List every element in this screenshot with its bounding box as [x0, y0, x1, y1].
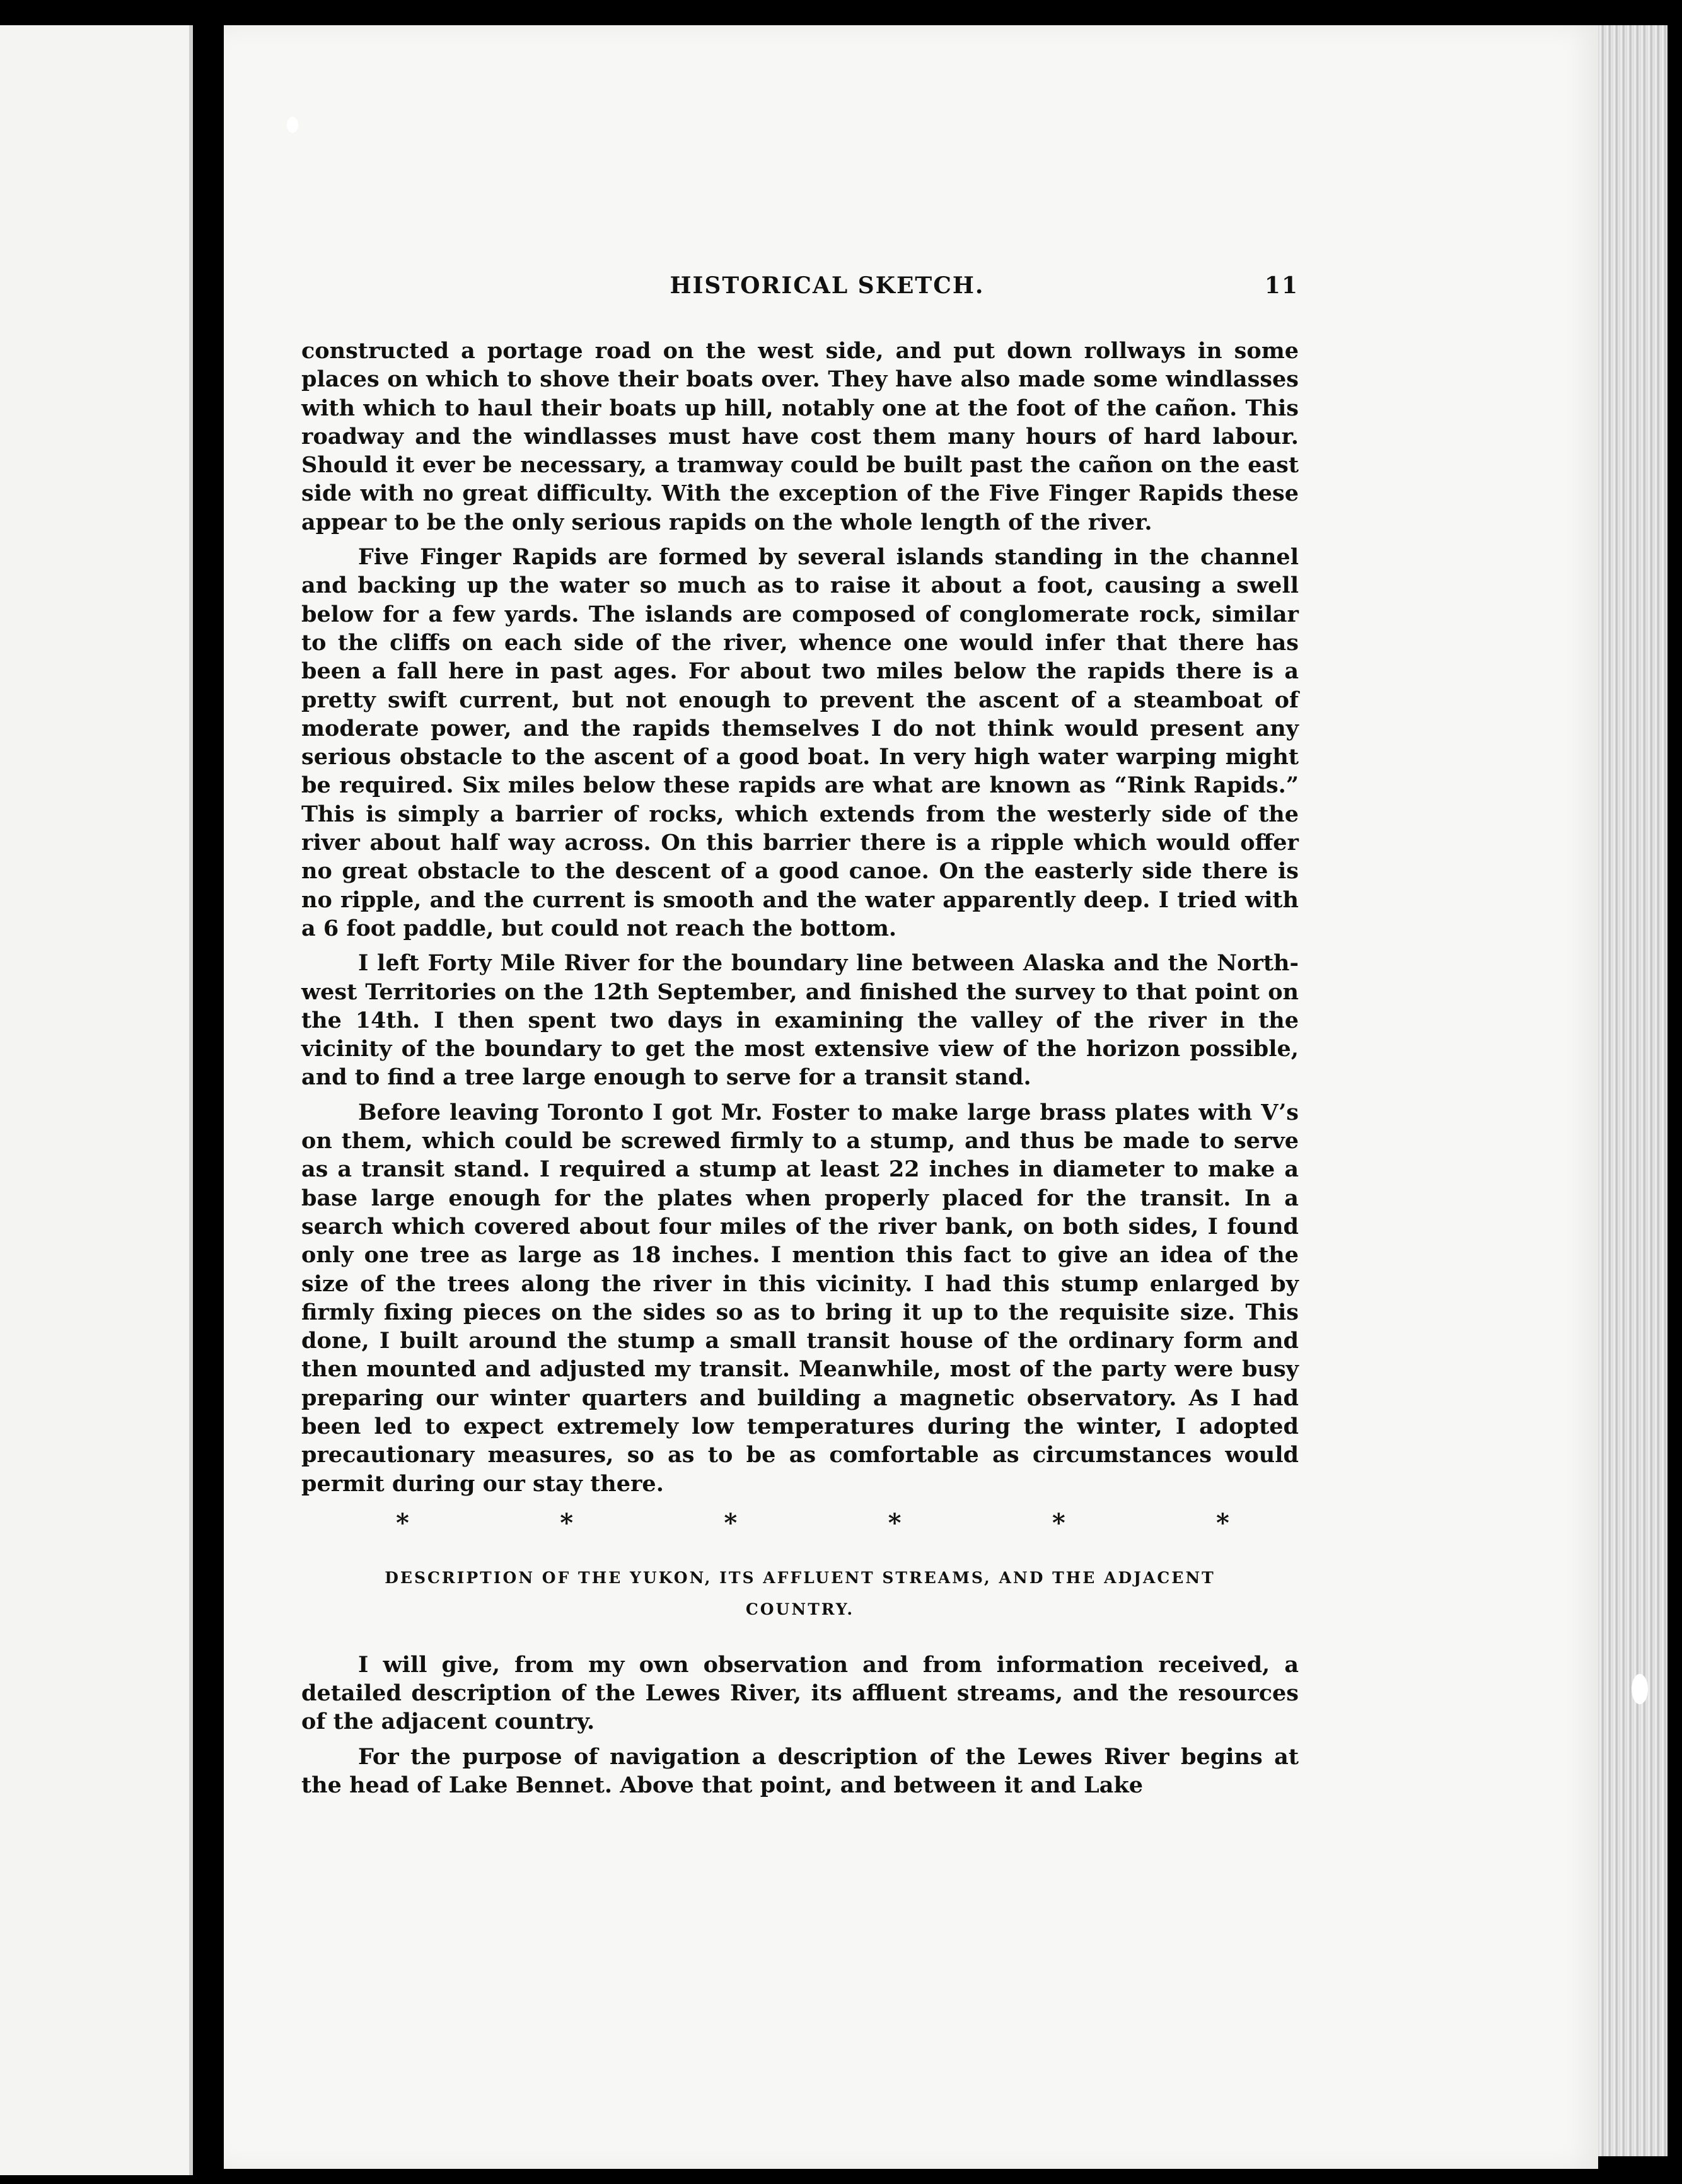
asterisk: * — [560, 1508, 574, 1538]
asterisk: * — [1216, 1508, 1229, 1538]
paragraph: Five Finger Rapids are formed by several islands standing in the channel and backing up the water so much as to raise it about a foot, causing a swell below for a few yards. The islands are composed of conglomerate rock, similar to the cliffs on each side of the river, whence one would infer that there has been a fall here in past ages. For about two miles below the rapids there is a pretty swift current, but not enough to prevent the ascent of a steamboat of moderate power, and the rapids themselves I do not think would present any serious obstacle to the ascent of a good boat. In very high water warping might be required. Six miles below these rapids are what are known as “Rink Rapids.” This is simply a barrier of rocks, which extends from the westerly side of the river about half way across. On this barrier there is a ripple which would offer no great obstacle to the descent of a good canoe. On the easterly side there is no ripple, and the current is smooth and the water apparently deep. I tried with a 6 foot paddle, but could not reach the bottom. — [301, 544, 1299, 941]
left-page-edge — [0, 25, 193, 2175]
running-header — [301, 272, 1299, 299]
asterisk: * — [888, 1508, 902, 1538]
section-heading-line: DESCRIPTION OF THE YUKON, ITS AFFLUENT STREAMS, AND THE ADJACENT — [385, 1568, 1215, 1587]
asterisk: * — [724, 1508, 738, 1538]
asterisk: * — [1052, 1508, 1065, 1538]
section-heading — [301, 1562, 1299, 1625]
page-text — [301, 272, 1299, 1799]
paragraph: For the purpose of navigation a description of the Lewes River begins at the head of Lake Bennet. Above that point, and between it and Lake — [301, 1743, 1299, 1799]
paragraph: I left Forty Mile River for the boundary line between Alaska and the North-west Territories on the 12th September, and finished the survey to that point on the 14th. I then spent two days in examining the valley of the river in the vicinity of the boundary to get the most extensive view of the horizon possible, and to find a tree large enough to serve for a transit stand. — [301, 950, 1299, 1091]
page-stack-edge — [1598, 25, 1668, 2156]
running-title: HISTORICAL SKETCH. — [670, 272, 985, 299]
page-number: 11 — [1264, 272, 1299, 299]
scan-speck — [287, 117, 298, 133]
asterisk: * — [396, 1508, 409, 1538]
section-heading-line: COUNTRY. — [745, 1600, 855, 1618]
paragraph: constructed a portage road on the west side, and put down rollways in some places on which to shove their boats over. They have also made some windlasses with which to haul their boats up hill, notably one at the foot of the cañon. This roadway and the windlasses must have cost them many hours of hard labour. Should it ever be necessary, a tramway could be built past the cañon on the east side with no great difficulty. With the exception of the Five Finger Rapids these appear to be the only serious rapids on the whole length of the river. — [301, 338, 1299, 535]
paragraph: Before leaving Toronto I got Mr. Foster to make large brass plates with V’s on them, which could be screwed firmly to a stump, and thus be made to serve as a transit stand. I required a stump at least 22 inches in diameter to make a base large enough for the plates when properly placed for the transit. In a search which covered about four miles of the river bank, on both sides, I found only one tree as large as 18 inches. I mention this fact to give an idea of the size of the trees along the river in this vicinity. I had this stump enlarged by firmly fixing pieces on the sides so as to bring it up to the requisite size. This done, I built around the stump a small transit house of the ordinary form and then mounted and adjusted my transit. Meanwhile, most of the party were busy preparing our winter quarters and building a magnetic observatory. As I had been led to expect extremely low temperatures during the winter, I adopted precautionary measures, so as to be as comfortable as circumstances would permit during our stay there. — [301, 1099, 1299, 1497]
section-break-asterisks — [301, 1504, 1299, 1542]
paragraph: I will give, from my own observation and from information received, a detailed description of the Lewes River, its affluent streams, and the resources of the adjacent country. — [301, 1651, 1299, 1735]
scan-speck — [1632, 1674, 1648, 1704]
